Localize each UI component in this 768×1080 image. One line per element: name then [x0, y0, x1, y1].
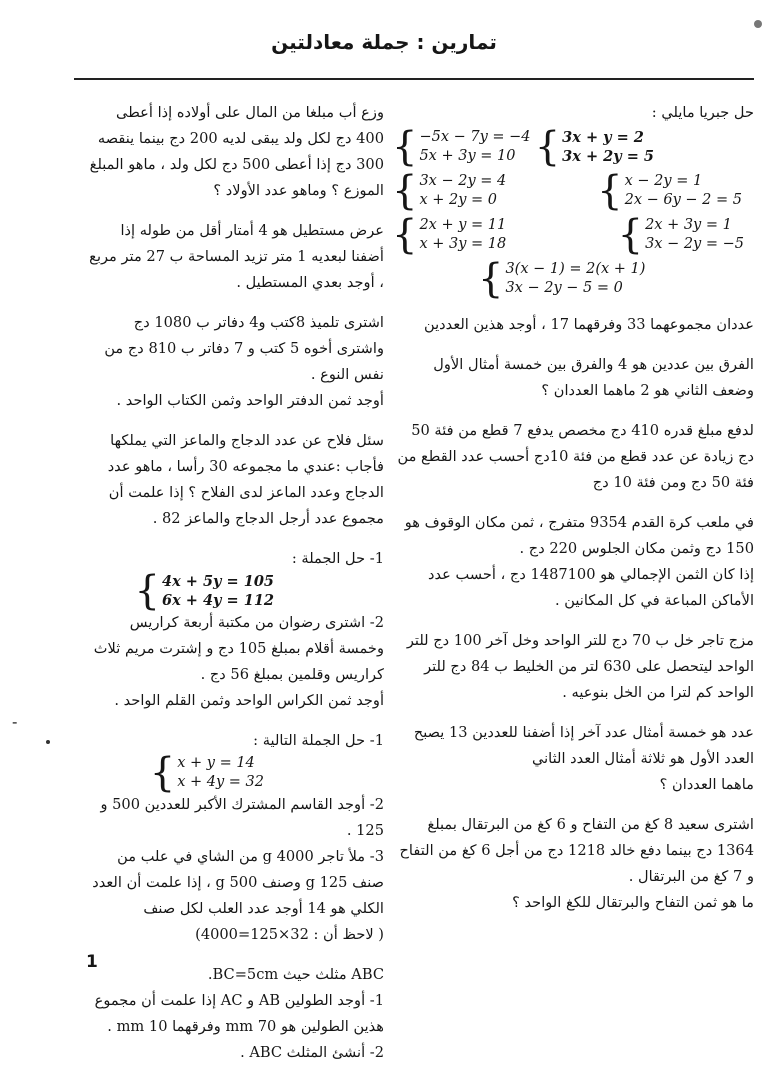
- right-column: [392, 100, 754, 930]
- exercise-farmer: [84, 428, 384, 532]
- equation-system: { x + y = 14 x + 4y = 32: [149, 750, 264, 796]
- exercise-text: عددان مجموعهما 33 وفرقهما 17 ، أوجد هذين العددين: [423, 316, 754, 333]
- systems-row: [84, 568, 384, 614]
- exercise-text: ( لاحظ أن : 32×125=4000): [195, 926, 384, 943]
- equation-system: { 4x + 5y = 105 6x + 4y = 112: [134, 568, 274, 614]
- exercise-text: ما هو ثمن التفاح والبرتقال للكغ الواحد ؟: [512, 894, 754, 911]
- equation-system: { 3x − 2y = 4 x + 2y = 0: [392, 168, 507, 214]
- exercise-heading: حل جبريا مايلي :: [651, 104, 754, 121]
- systems-row: [392, 168, 754, 214]
- exercise-text: ABC مثلث حيث BC=5cm.: [207, 966, 384, 983]
- equation-system: { 3(x − 1) = 2(x + 1) 3x − 2y − 5 = 0: [478, 256, 646, 302]
- exercise-text: أوجد ثمن الكراس الواحد وثمن القلم الواحد .: [114, 692, 384, 709]
- exercise-text: 1- أوجد الطولين AB و AC إذا علمت أن مجموع هذين الطولين هو 70 mm وفرقهما 10 mm .: [94, 992, 384, 1035]
- exercise-tea: [84, 728, 384, 948]
- exercise-triangle: [84, 962, 384, 1066]
- exercise-text: ماهما العددان ؟: [659, 776, 754, 793]
- exercise-stadium: [392, 510, 754, 614]
- exercise-text: أوجد ثمن الدفتر الواحد وثمن الكتاب الواحد .: [116, 392, 384, 409]
- equation-system: { x − 2y = 1 2x − 6y − 2 = 5: [597, 168, 742, 214]
- exercise-text: 1- حل الجملة :: [291, 550, 384, 567]
- equation: 3x + 2y = 5: [562, 148, 654, 165]
- exercise-inheritance: [84, 100, 384, 204]
- exercise-text: لدفع مبلغ قدره 410 دج مخصص يدفع 7 قطع من فئة 50 دج زيادة عن عدد قطع من فئة 10دج أحسب عدد القطع من فئة 50 دج ومن فئة 10 دج: [397, 422, 754, 491]
- exercise-text: اشترى تلميذ 8كتب و4 دفاتر ب 1080 دج واشترى أخوه 5 كتب و 7 دفاتر ب 810 دج من نفس النوع .: [104, 314, 384, 383]
- equation: x + 2y = 0: [419, 192, 498, 208]
- equation: x + 3y = 18: [419, 236, 507, 252]
- equation: 2x + y = 11: [419, 217, 507, 233]
- equation: 3x − 2y = −5: [645, 236, 744, 252]
- page-number: 1: [86, 952, 98, 972]
- equation: 2x − 6y − 2 = 5: [624, 192, 742, 208]
- equation-system: { 3x + y = 2 3x + 2y = 5: [534, 124, 654, 170]
- exercise-text: الفرق بين عددين هو 4 والفرق بين خمسة أمثال الأول وضعف الثاني هو 2 ماهما العددان ؟: [433, 356, 754, 399]
- exercise-text: عدد هو خمسة أمثال عدد آخر إذا أضفنا للعددين 13 يصبح العدد الأول هو ثلاثة أمثال العدد الثاني: [413, 724, 754, 767]
- equation: 4x + 5y = 105: [161, 573, 274, 590]
- exercise-books: [84, 310, 384, 414]
- exercise-two-numbers-sum: [392, 312, 754, 338]
- exercise-coins: [392, 418, 754, 496]
- exercise-text: وزع أب مبلغا من المال على أولاده إذا أعطى 400 دج لكل ولد يبقى لديه 200 دج بينما ينقصه 300 دج إذا أعطى 500 دج لكل ولد ، ماهو المبلغ الموزع ؟ وماهو عدد الأولاد ؟: [89, 104, 384, 199]
- exercise-text: 2- اشترى رضوان من مكتبة أربعة كراريس وخمسة أقلام بمبلغ 105 دج و إشترت مريم ثلاث كراريس وقلمين بمبلغ 56 دج .: [93, 614, 384, 683]
- exercise-text: 3- ملأ تاجر 4000 g من الشاي في علب من صنف 125 g وصنف 500 g ، إذا علمت أن العدد الكلي هو 14 أوجد عدد العلب لكل صنف: [92, 848, 384, 917]
- exercise-text: 1- حل الجملة التالية :: [253, 732, 384, 749]
- margin-mark-dot: [46, 740, 50, 744]
- equation-system: { 2x + 3y = 1 3x − 2y = −5: [617, 212, 744, 258]
- equation: 3x − 2y = 4: [419, 173, 507, 189]
- systems-row: [392, 256, 754, 302]
- exercise-text: إذا كان الثمن الإجمالي هو 1487100 دج ، أحسب عدد الأماكن المباعة في كل المكانين .: [428, 566, 754, 609]
- scan-mark: [754, 20, 762, 28]
- equation: x − 2y = 1: [624, 173, 703, 189]
- exercise-fruit: [392, 812, 754, 916]
- title-divider: [74, 78, 754, 80]
- equation: x + y = 14: [177, 755, 255, 771]
- systems-row: [392, 212, 754, 258]
- systems-row: [392, 124, 754, 170]
- exercise-text: اشترى سعيد 8 كغ من التفاح و 6 كغ من البرتقال بمبلغ 1364 دج بينما دفع خالد 1218 دج من أجل 6 كغ من التفاح و 7 كغ من البرتقال .: [399, 816, 754, 885]
- exercise-systems: [392, 100, 754, 302]
- equation: 3(x − 1) = 2(x + 1): [505, 261, 646, 277]
- left-column: [84, 100, 384, 1080]
- equation: 6x + 4y = 112: [161, 592, 274, 609]
- equation-system: { 2x + y = 11 x + 3y = 18: [392, 212, 507, 258]
- equation-system: { −5x − 7y = −4 5x + 3y = 10: [392, 124, 531, 170]
- margin-mark-dash: -: [12, 712, 18, 731]
- exercise-notebooks: [84, 546, 384, 714]
- exercise-text: مزج تاجر خل ب 70 دج للتر الواحد وخل آخر 100 دج للتر الواحد ليتحصل على 630 لتر من الخليط ب 84 دج للتر الواحد كم لترا من الخل بنوعيه .: [406, 632, 754, 701]
- exercise-text: سئل فلاح عن عدد الدجاج والماعز التي يملكها فأجاب :عندي ما مجموعه 30 رأسا ، ماهو عدد الدجاج وعدد الماعز لدى الفلاح ؟ إذا علمت أن مجموع عدد أرجل الدجاج والماعز 82 .: [107, 432, 384, 527]
- equation: x + 4y = 32: [177, 774, 264, 790]
- systems-row: [84, 750, 384, 796]
- equation: 5x + 3y = 10: [419, 148, 516, 164]
- equation: −5x − 7y = −4: [419, 129, 531, 145]
- exercise-text: 2- أوجد القاسم المشترك الأكبر للعددين 500 و 125 .: [100, 796, 384, 839]
- equation: 2x + 3y = 1: [645, 217, 732, 233]
- exercise-two-numbers-difference: [392, 352, 754, 404]
- equation: 3x − 2y − 5 = 0: [505, 280, 623, 296]
- exercise-text: عرض مستطيل هو 4 أمتار أقل من طوله إذا أضفنا لبعديه 1 متر تزيد المساحة ب 27 متر مربع ، أوجد بعدي المستطيل .: [89, 222, 384, 291]
- page-title: تمارين : جملة معادلتين: [271, 30, 497, 54]
- equation: 3x + y = 2: [562, 129, 644, 146]
- exercise-rectangle: [84, 218, 384, 296]
- exercise-text: 2- أنشئ المثلث ABC .: [240, 1044, 384, 1061]
- exercise-vinegar: [392, 628, 754, 706]
- exercise-text: في ملعب كرة القدم 9354 متفرج ، ثمن مكان الوقوف هو 150 دج وثمن مكان الجلوس 220 دج .: [404, 514, 754, 557]
- exercise-five-times: [392, 720, 754, 798]
